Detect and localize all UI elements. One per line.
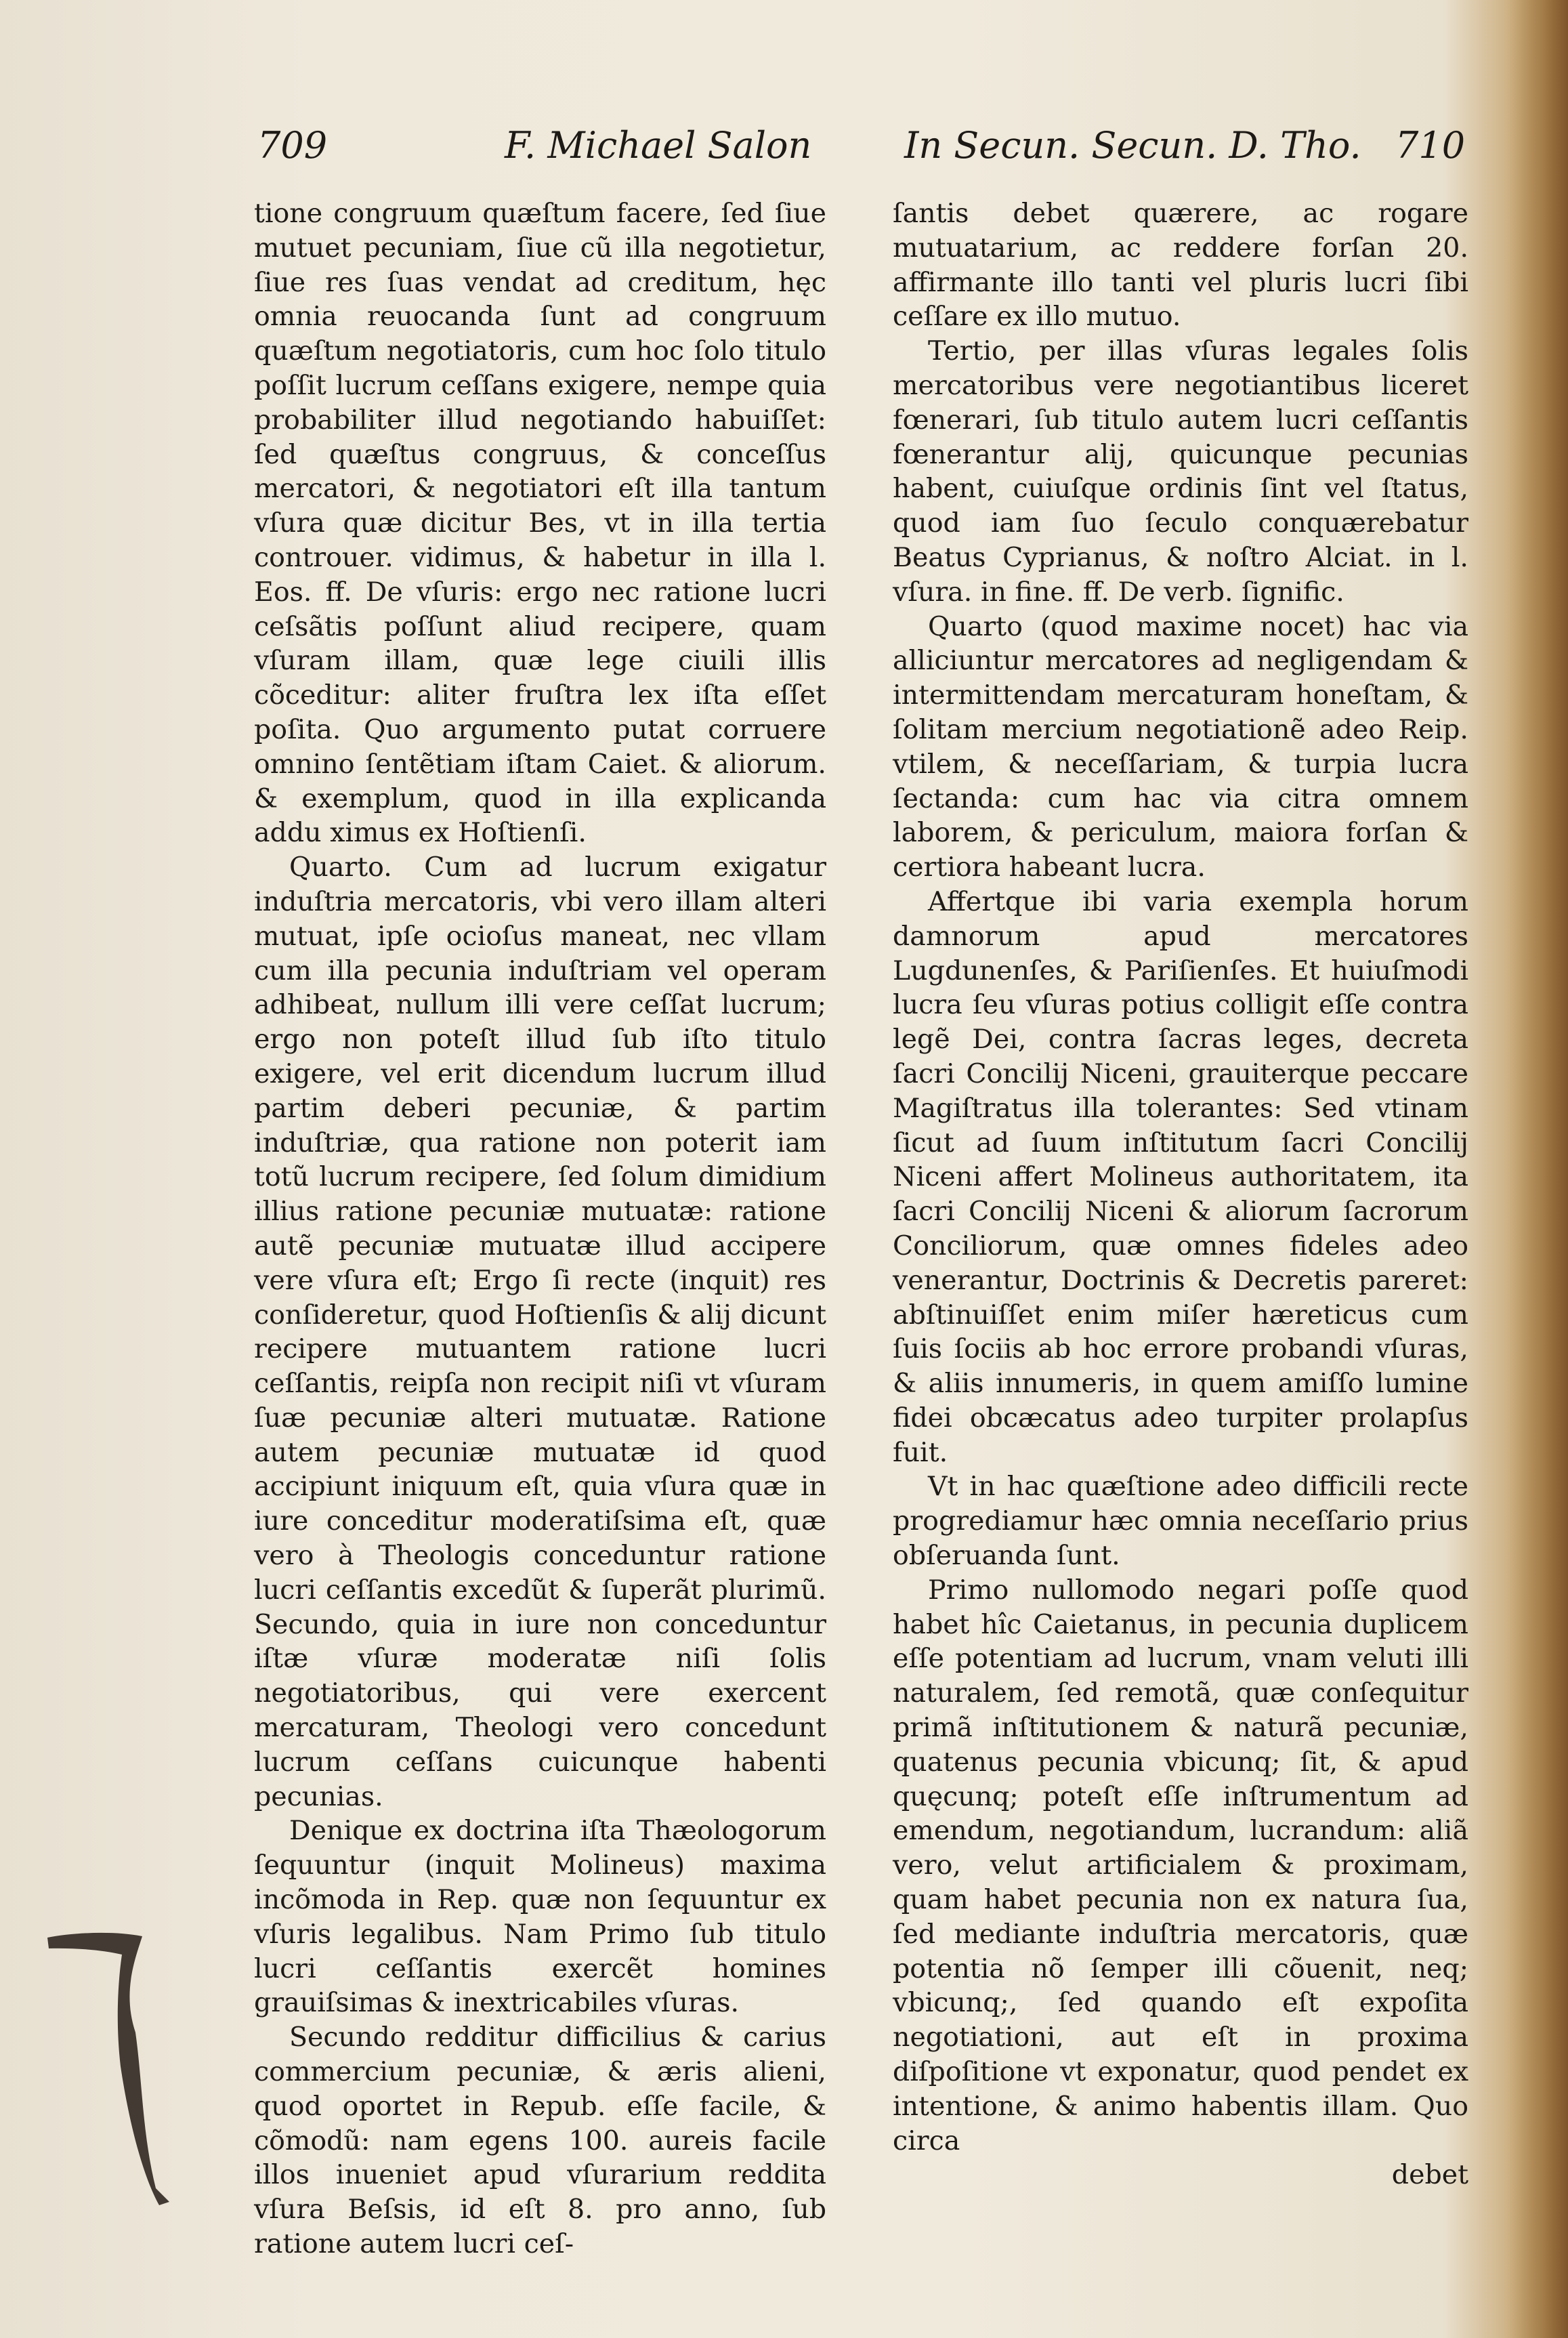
- left-column: [254, 196, 826, 2261]
- left-paragraph-1: tione congruum quæſtum facere, ſed ſiue mutuet pecuniam, ſiue cũ illa negotietur, ſiue res ſuas vendat ad creditum, hęc omnia reuocanda ſunt ad congruum quæſtum negotiatoris, cum hoc ſolo titulo poſſit lucrum ceſſans exigere, nempe quia probabiliter illud negotiando habuiſſet: ſed quæſtus congruus, & conceſſus mercatori, & negotiatori eſt illa tantum vſura quæ dicitur Bes, vt in illa tertia controuer. vidimus, & habetur in illa l. Eos. ff. De vſuris: ergo nec ratione lucri ceſsãtis poſſunt aliud recipere, quam vſuram illam, quæ lege ciuili illis cõceditur: aliter fruſtra lex iſta eſſet poſita. Quo argumento putat corruere omnino ſentẽtiam iſtam Caiet. & aliorum. & exemplum, quod in illa explicanda addu ximus ex Hoſtienſi.: [254, 198, 826, 849]
- right-paragraph-1: ſantis debet quærere, ac rogare mutuatarium, ac reddere forſan 20. affirmante illo tanti vel pluris lucri ſibi ceſſare ex illo mutuo.: [893, 198, 1468, 333]
- ink-stain-mark: [41, 1917, 176, 2215]
- page-number-left: 709: [257, 124, 328, 167]
- running-head-right: In Secun. Secun. D. Tho.: [904, 124, 1361, 167]
- running-head-left: F. Michael Salon: [505, 124, 812, 167]
- right-paragraph-3: Quarto (quod maxime nocet) hac via alliciuntur mercatores ad negligendam & intermittendam mercaturam honeſtam, & ſolitam mercium negotiationẽ adeo Reip. vtilem, & neceſſariam, & turpia lucra ſectanda: cum hac via citra omnem laborem, & periculum, maiora forſan & certiora habeant lucra.: [893, 610, 1468, 883]
- right-paragraph-5: Vt in hac quæſtione adeo difficili recte progrediamur hæc omnia neceſſario prius obſeruanda ſunt.: [893, 1471, 1468, 1572]
- left-paragraph-4: Secundo redditur difficilius & carius commercium pecuniæ, & æris alieni, quod oportet in Repub. eſſe facile, & cõmodũ: nam egens 100. aureis facile illos inueniet apud vſurarium reddita vſura Beſsis, id eſt 8. pro anno, ſub ratione autem lucri ceſ-: [254, 2022, 826, 2260]
- right-paragraph-4: Affertque ibi varia exempla horum damnorum apud mercatores Lugdunenſes, & Pariſienſes. Et huiuſmodi lucra ſeu vſuras potius colligit eſſe contra legẽ Dei, contra ſacras leges, decreta ſacri Concilij Niceni, grauiterque peccare Magiſtratus illa tolerantes: Sed vtinam ſicut ad ſuum inſtitutum ſacri Concilij Niceni affert Molineus authoritatem, ita ſacri Concilij Niceni & aliorum ſacrorum Conciliorum, quæ omnes fideles adeo venerantur, Doctrinis & Decretis pareret: abſtinuiſſet enim miſer hæreticus cum ſuis ſociis ab hoc errore probandi vſuras, & aliis innumeris, in quem amiſſo lumine fidei obcæcatus adeo turpiter prolapſus fuit.: [893, 885, 1468, 1468]
- right-paragraph-6: Primo nullomodo negari poſſe quod habet hîc Caietanus, in pecunia duplicem eſſe potentiam ad lucrum, vnam veluti illi naturalem, ſed remotã, quæ conſequitur primã inſtitutionem & naturã pecuniæ, quatenus pecunia vbicunq; ſit, & apud quęcunq; poteſt eſſe inſtrumentum ad emendum, negotiandum, lucrandum: aliã vero, velut artificialem & proximam, quam habet pecunia non ex natura ſua, ſed mediante induſtria mercatoris, quæ potentia nõ ſemper illi cõuenit, neq; vbicunq;, ſed quando eſt expoſita negotiationi, aut eſt in proxima diſpoſitione vt exponatur, quod pendet ex intentione, & animo habentis illam. Quo circa: [893, 1574, 1468, 2156]
- catchword: debet: [1391, 2159, 1468, 2191]
- left-paragraph-2: Quarto. Cum ad lucrum exigatur induſtria mercatoris, vbi vero illam alteri mutuat, ipſe ocioſus maneat, nec vllam cum illa pecunia induſtriam vel operam adhibeat, nullum illi vere ceſſat lucrum; ergo non poteſt illud ſub iſto titulo exigere, vel erit dicendum lucrum illud partim deberi pecuniæ, & partim induſtriæ, qua ratione non poterit iam totũ lucrum recipere, ſed ſolum dimidium illius ratione pecuniæ mutuatæ: ratione autẽ pecuniæ mutuatæ illud accipere vere vſura eſt; Ergo ſi recte (inquit) res conſideretur, quod Hoſtienſis & alij dicunt recipere mutuantem ratione lucri ceſſantis, reipſa non recipit niſi vt vſuram ſuæ pecuniæ alteri mutuatæ. Ratione autem pecuniæ mutuatæ id quod accipiunt iniquum eſt, quia vſura quæ in iure conceditur moderatiſsima eſt, quæ vero à Theologis conceduntur ratione lucri ceſſantis excedũt & ſuperãt plurimũ. Secundo, quia in iure non conceduntur iſtæ vſuræ moderatæ niſi ſolis negotiatoribus, qui vere exercent mercaturam, Theologi vero concedunt lucrum ceſſans cuicunque habenti pecunias.: [254, 852, 826, 1812]
- page-number-right: 710: [1395, 124, 1466, 167]
- left-paragraph-3: Denique ex doctrina iſta Thæologorum ſequuntur (inquit Molineus) maxima incõmoda in Rep. quæ non ſequuntur ex vſuris legalibus. Nam Primo ſub titulo lucri ceſſantis exercẽt homines grauiſsimas & inextricabiles vſuras.: [254, 1815, 826, 2019]
- right-paragraph-2: Tertio, per illas vſuras legales ſolis mercatoribus vere negotiantibus liceret fœnerari, ſub titulo autem lucri ceſſantis fœnerantur alij, quicunque pecunias habent, cuiuſque ordinis ſint vel ſtatus, quod iam ſuo ſeculo conquærebatur Beatus Cyprianus, & noſtro Alciat. in l. vſura. in fine. ff. De verb. ſignific.: [893, 335, 1468, 608]
- right-column: [893, 196, 1468, 2192]
- page-edge-shadow: [1507, 0, 1568, 2338]
